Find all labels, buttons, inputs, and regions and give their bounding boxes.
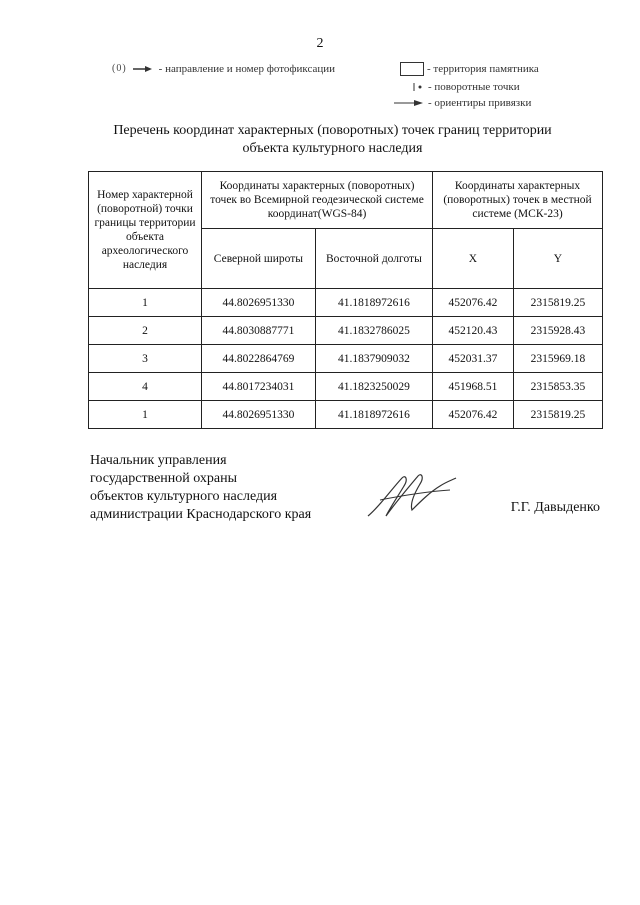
- legend-points-text: - поворотные точки: [428, 81, 520, 93]
- position-line-3: объектов культурного наследия: [90, 489, 278, 504]
- cell-x: 452076.42: [433, 401, 514, 429]
- signer-name: Г.Г. Давыденко: [510, 500, 600, 515]
- legend-territory-text: - территория памятника: [427, 63, 539, 75]
- cell-point-number: 1: [89, 401, 202, 429]
- cell-y: 2315969.18: [513, 345, 602, 373]
- cell-x: 452120.43: [433, 317, 514, 345]
- cell-longitude: 41.1818972616: [315, 401, 432, 429]
- table-header-row: [89, 172, 603, 229]
- cell-y: 2315819.25: [513, 289, 602, 317]
- document-title: [60, 122, 605, 158]
- cell-latitude: 44.8026951330: [202, 401, 316, 429]
- cell-y: 2315853.35: [513, 373, 602, 401]
- cell-longitude: 41.1837909032: [315, 345, 432, 373]
- position-line-2: государственной охраны: [90, 471, 238, 486]
- territory-box-icon: [400, 62, 424, 76]
- cell-longitude: 41.1818972616: [315, 289, 432, 317]
- legend-photo: [112, 62, 335, 76]
- subheader-north-latitude: Северной широты: [202, 229, 316, 289]
- legend-photo-text: - направление и номер фотофиксации: [158, 63, 335, 75]
- table-row: [89, 373, 603, 401]
- table-row: [89, 289, 603, 317]
- table-row: [89, 317, 603, 345]
- position-line-1: Начальник управления: [90, 453, 227, 468]
- cell-latitude: 44.8022864769: [202, 345, 316, 373]
- cell-point-number: 1: [89, 289, 202, 317]
- header-point-number: Номер характерной (поворотной) точки границы территории объекта археологического наследия: [89, 172, 202, 289]
- coordinates-table: [88, 171, 603, 429]
- cell-latitude: 44.8017234031: [202, 373, 316, 401]
- cell-x: 452031.37: [433, 345, 514, 373]
- cell-longitude: 41.1823250029: [315, 373, 432, 401]
- photo-direction-symbol: (0): [112, 63, 127, 74]
- cell-point-number: 2: [89, 317, 202, 345]
- cell-y: 2315819.25: [513, 401, 602, 429]
- table-row: [89, 401, 603, 429]
- subheader-y: Y: [513, 229, 602, 289]
- position-line-4: администрации Краснодарского края: [90, 507, 312, 522]
- legend-points: [412, 80, 520, 94]
- photo-arrow-icon: [133, 65, 153, 73]
- legend-territory: [400, 62, 539, 76]
- cell-latitude: 44.8030887771: [202, 317, 316, 345]
- cell-x: 451968.51: [433, 373, 514, 401]
- legend-ref-text: - ориентиры привязки: [428, 97, 532, 109]
- reference-arrow-icon: [394, 99, 424, 107]
- cell-point-number: 3: [89, 345, 202, 373]
- title-line-2: объекта культурного наследия: [242, 141, 423, 156]
- cell-x: 452076.42: [433, 289, 514, 317]
- turning-point-icon: [412, 82, 424, 92]
- table-row: [89, 345, 603, 373]
- cell-point-number: 4: [89, 373, 202, 401]
- signatory-position: [90, 452, 311, 524]
- page-number: 2: [316, 36, 324, 51]
- legend-ref: [394, 96, 531, 110]
- header-wgs84: Координаты характерных (поворотных) точек во Всемирной геодезической системе координат(WGS-84): [202, 172, 433, 229]
- header-msk23: Координаты характерных (поворотных) точек в местной системе (МСК-23): [433, 172, 603, 229]
- title-line-1: Перечень координат характерных (поворотных) точек границ территории: [113, 123, 552, 138]
- cell-y: 2315928.43: [513, 317, 602, 345]
- cell-latitude: 44.8026951330: [202, 289, 316, 317]
- subheader-east-longitude: Восточной долготы: [315, 229, 432, 289]
- cell-longitude: 41.1832786025: [315, 317, 432, 345]
- signature-mark: [360, 466, 460, 526]
- subheader-x: X: [433, 229, 514, 289]
